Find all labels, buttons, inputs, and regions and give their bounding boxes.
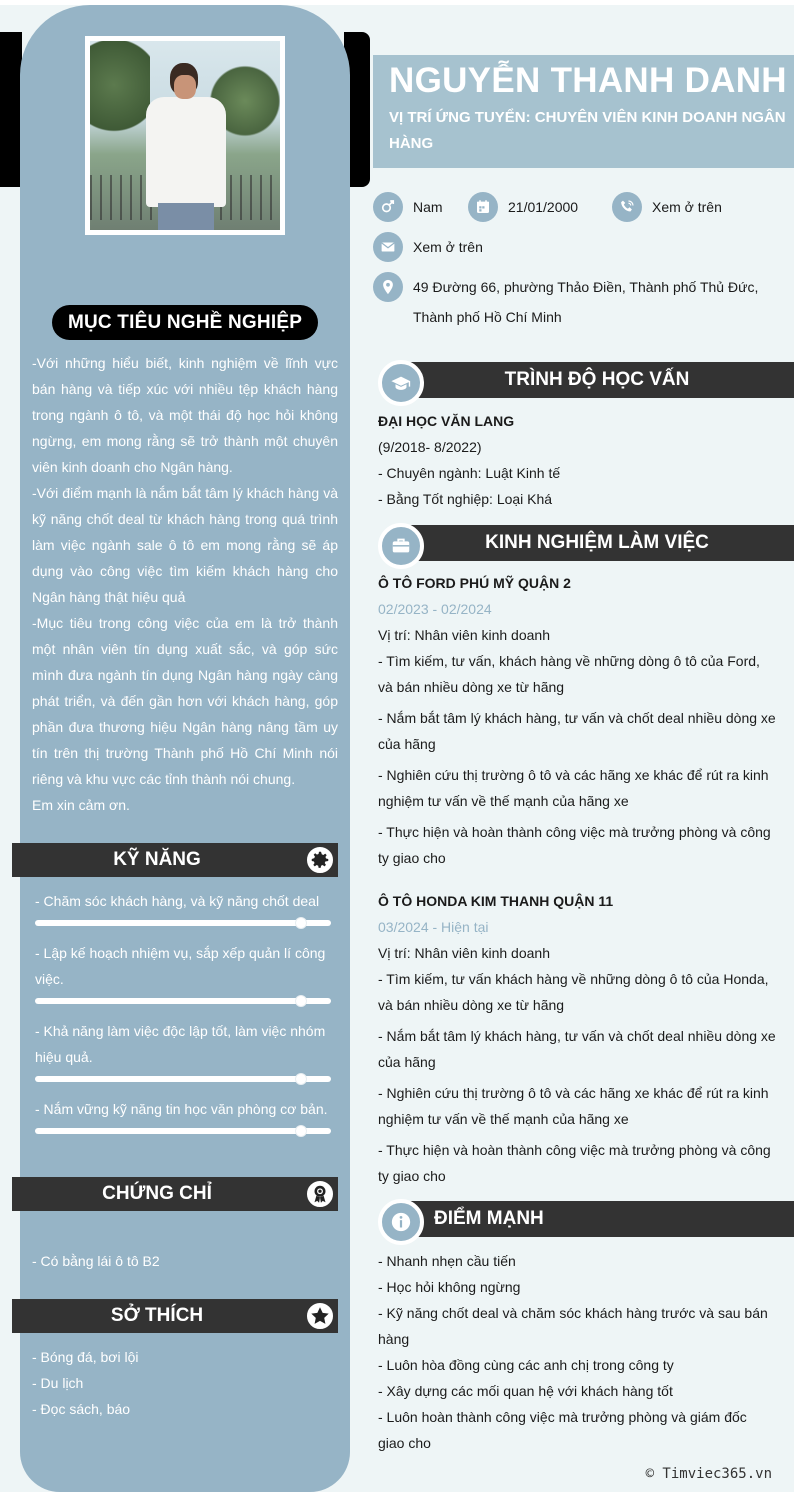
gender-row [373,192,443,222]
avatar [85,36,285,235]
list-item: - Luôn hòa đồng cùng các anh chị trong công ty [378,1357,674,1373]
skill-bar [35,920,331,926]
address-line: 49 Đường 66, phường Thảo Điền, Thành phố Thủ Đức, [413,279,759,295]
school-name: ĐẠI HỌC VĂN LANG [378,413,515,429]
gear-icon [304,844,336,876]
list-item: - Học hỏi không ngừng [378,1279,521,1295]
objective-title: MỤC TIÊU NGHỀ NGHIỆP [52,305,318,340]
job-period: 02/2023 - 02/2024 [378,601,492,617]
header-block [373,55,794,168]
strengths-list [378,1248,776,1456]
skill-bar [35,998,331,1004]
mail-icon [373,232,403,262]
experience-header [378,523,794,561]
list-item: - Kỹ năng chốt deal và chăm sóc khách hàng trước và sau bán hàng [378,1305,768,1347]
info-icon [378,1199,424,1245]
skill-label: - Chăm sóc khách hàng, và kỹ năng chốt deal [35,893,320,909]
job-duty: - Nghiên cứu thị trường ô tô và các hãng xe khác để rút ra kinh nghiệm tư vấn về thế mạnh của hãng xe [378,1085,769,1127]
graduation-cap-icon [378,360,424,406]
strengths-header [378,1199,794,1237]
job-block [378,570,776,876]
skill-knob [296,1074,306,1084]
job-duty: - Tìm kiếm, tư vấn, khách hàng về những dòng ô tô của Ford, và bán nhiều dòng xe từ hãng [378,653,760,695]
job-role: Vị trí: Nhân viên kinh doanh [378,627,550,643]
briefcase-icon [378,523,424,569]
address-line: Thành phố Hồ Chí Minh [413,309,562,325]
skill-label: - Nắm vững kỹ năng tin học văn phòng cơ bản. [35,1101,328,1117]
skill-label: - Lập kế hoạch nhiệm vụ, sắp xếp quản lí công việc. [35,945,326,987]
skill-item [35,1096,331,1134]
objective-paragraph: -Với điểm mạnh là nắm bắt tâm lý khách hàng và kỹ năng chốt deal từ khách hàng trong quá trình làm việc ngành sale ô tô em mong rằng sẽ áp dụng vào công việc tìm kiếm khách hàng cho Ngân hàng thật hiệu quả [32,485,338,605]
job-role: Vị trí: Nhân viên kinh doanh [378,945,550,961]
list-item: - Xây dựng các mối quan hệ với khách hàng tốt [378,1383,673,1399]
job-duty: - Nắm bắt tâm lý khách hàng, tư vấn và chốt deal nhiều dòng xe của hãng [378,710,776,752]
job-duty: - Thực hiện và hoàn thành công việc mà trưởng phòng và công ty giao cho [378,824,771,866]
job-duty: - Nắm bắt tâm lý khách hàng, tư vấn và chốt deal nhiều dòng xe của hãng [378,1028,776,1070]
address-row [373,272,758,332]
hobbies-title: SỞ THÍCH [110,1305,204,1326]
skill-bar [35,1076,331,1082]
profile-photo [90,41,280,230]
candidate-name: NGUYỄN THANH DANH [389,61,787,100]
phone-icon [612,192,642,222]
education-period: (9/2018- 8/2022) [378,439,482,455]
job-block [378,888,776,1194]
location-icon [373,272,403,302]
education-header [378,360,794,398]
gender-value: Nam [413,199,443,215]
footer-credit: © Timviec365.vn [645,1466,772,1482]
skills-title: KỸ NĂNG [113,849,201,870]
job-period: 03/2024 - Hiện tại [378,919,489,935]
decor-tab-left [0,32,22,187]
list-item: - Bóng đá, bơi lội [32,1349,139,1365]
birthdate-value: 21/01/2000 [508,199,579,215]
job-duty: - Tìm kiếm, tư vấn khách hàng về những dòng ô tô của Honda, và bán nhiều dòng xe từ hãng [378,971,769,1013]
hobbies-list [32,1344,138,1422]
address-value [413,272,758,332]
email-value: Xem ở trên [413,239,483,255]
experience-title: KINH NGHIỆM LÀM VIỆC [400,525,794,561]
objective-paragraph: -Mục tiêu trong công việc của em là trở thành một nhân viên tín dụng xuất sắc, và góp sức mình đưa ngành tín dụng Ngân hàng ngày càng phát triển, và đến gần hơn với khách hàng, góp phần đưa thương hiệu Ngân hàng nâng tầm uy tín trên thị trường Thành phố Hồ Chí Minh nói riêng và khu vực các tỉnh thành nói chung. [32,615,338,787]
skills-list [35,888,331,1134]
medal-icon [304,1178,336,1210]
skills-header [12,843,338,877]
list-item: - Luôn hoàn thành công việc mà trưởng phòng và giám đốc giao cho [378,1409,747,1451]
certificates-list [32,1248,160,1274]
education-degree: - Bằng Tốt nghiệp: Loại Khá [378,491,553,507]
phone-row [612,192,722,222]
objective-text [32,350,338,818]
job-duty: - Thực hiện và hoàn thành công việc mà trưởng phòng và công ty giao cho [378,1142,771,1184]
certificates-header [12,1177,338,1211]
education-block [378,408,776,512]
objective-paragraph: Em xin cảm ơn. [32,797,130,813]
skill-item [35,1018,331,1082]
skill-knob [296,918,306,928]
calendar-icon [468,192,498,222]
job-duty: - Nghiên cứu thị trường ô tô và các hãng xe khác để rút ra kinh nghiệm tư vấn về thế mạnh của hãng xe [378,767,769,809]
education-title: TRÌNH ĐỘ HỌC VẤN [400,362,794,398]
list-item: - Nhanh nhẹn cầu tiến [378,1253,516,1269]
phone-value: Xem ở trên [652,199,722,215]
skill-knob [296,996,306,1006]
skill-bar [35,1128,331,1134]
company-name: Ô TÔ FORD PHÚ MỸ QUẬN 2 [378,575,571,591]
skill-item [35,888,331,926]
gender-icon [373,192,403,222]
list-item: - Du lịch [32,1375,84,1391]
skill-label: - Khả năng làm việc độc lập tốt, làm việc nhóm hiệu quả. [35,1023,326,1065]
strengths-title: ĐIỂM MẠNH [400,1201,794,1237]
certificates-title: CHỨNG CHỈ [102,1183,212,1204]
objective-paragraph: -Với những hiểu biết, kinh nghiệm về lĩnh vực bán hàng và tiếp xúc với nhiều tệp khách hàng trong ngành ô tô, và một thái độ học hỏi không ngừng, em mong rằng sẽ trở thành một chuyên viên kinh doanh cho Ngân hàng. [32,355,338,475]
list-item: - Có bằng lái ô tô B2 [32,1253,160,1269]
skill-item [35,940,331,1004]
birthdate-row [468,192,578,222]
company-name: Ô TÔ HONDA KIM THANH QUẬN 11 [378,893,614,909]
email-row [373,232,483,262]
star-icon [304,1300,336,1332]
applied-position: VỊ TRÍ ỨNG TUYỂN: CHUYÊN VIÊN KINH DOANH NGÂN HÀNG [389,109,786,152]
hobbies-header [12,1299,338,1333]
education-major: - Chuyên ngành: Luật Kinh tế [378,465,561,481]
list-item: - Đọc sách, báo [32,1401,131,1417]
